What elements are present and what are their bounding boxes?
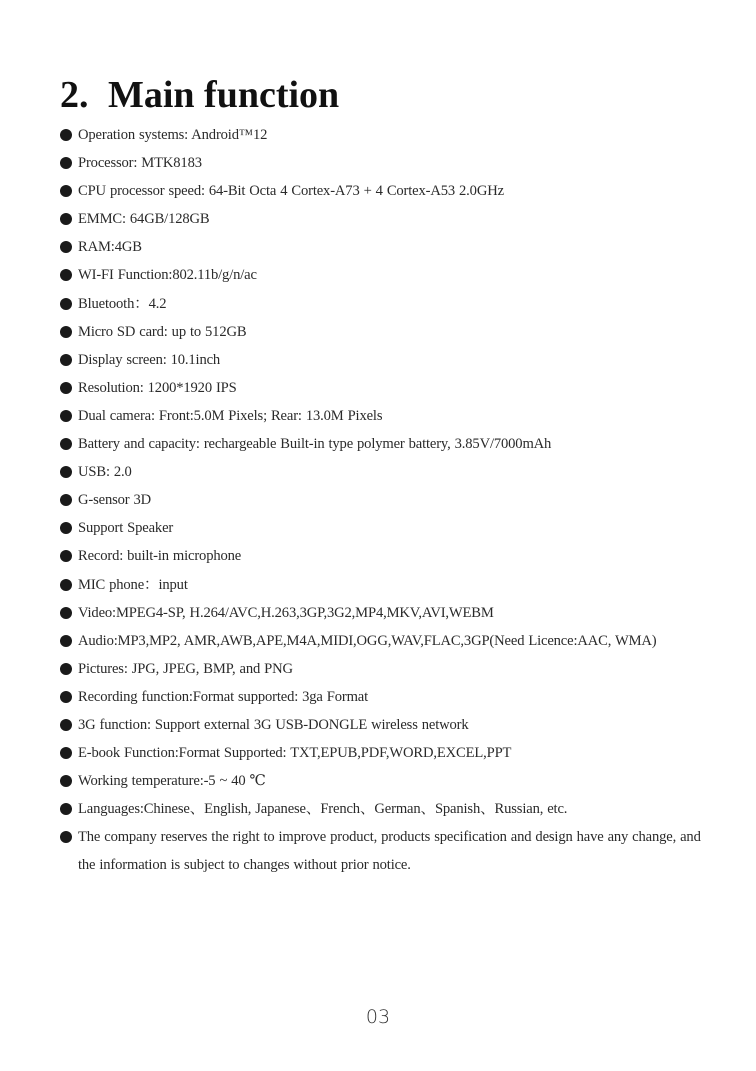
feature-text: USB: 2.0 bbox=[78, 464, 132, 481]
feature-text: Battery and capacity: rechargeable Built-in type polymer battery, 3.85V/7000mAh bbox=[78, 436, 552, 453]
feature-text: Micro SD card: up to 512GB bbox=[78, 323, 247, 340]
section-number: 2. bbox=[60, 74, 89, 116]
bullet-icon bbox=[60, 326, 72, 338]
feature-item bbox=[60, 430, 720, 458]
bullet-icon bbox=[60, 298, 72, 310]
feature-item bbox=[60, 571, 720, 599]
feature-text: Recording function:Format supported: 3ga Format bbox=[78, 688, 369, 705]
feature-item bbox=[60, 823, 720, 879]
feature-text: 3G function: Support external 3G USB-DONGLE wireless network bbox=[78, 716, 469, 733]
page-number: 03 bbox=[365, 1006, 391, 1028]
section-title: Main function bbox=[108, 74, 340, 116]
feature-text: Audio:MP3,MP2, AMR,AWB,APE,M4A,MIDI,OGG,WAV,FLAC,3GP(Need Licence:AAC, WMA) bbox=[78, 632, 657, 649]
bullet-icon bbox=[60, 831, 72, 843]
feature-item bbox=[60, 402, 720, 430]
feature-text: The company reserves the right to improve product, products specification and design have any change, and the information is subject to changes without prior notice. bbox=[78, 829, 701, 874]
bullet-icon bbox=[60, 579, 72, 591]
bullet-icon bbox=[60, 719, 72, 731]
bullet-icon bbox=[60, 466, 72, 478]
bullet-icon bbox=[60, 607, 72, 619]
feature-text: Resolution: 1200*1920 IPS bbox=[78, 379, 237, 396]
page-title bbox=[60, 72, 339, 118]
bullet-icon bbox=[60, 185, 72, 197]
feature-item bbox=[60, 514, 720, 542]
bullet-icon bbox=[60, 438, 72, 450]
feature-item bbox=[60, 233, 720, 261]
feature-text: Support Speaker bbox=[78, 520, 174, 537]
feature-item bbox=[60, 177, 720, 205]
bullet-icon bbox=[60, 635, 72, 647]
bullet-icon bbox=[60, 354, 72, 366]
bullet-icon bbox=[60, 747, 72, 759]
bullet-icon bbox=[60, 410, 72, 422]
feature-item bbox=[60, 655, 720, 683]
feature-item bbox=[60, 739, 720, 767]
feature-item bbox=[60, 767, 720, 795]
feature-item bbox=[60, 486, 720, 514]
feature-text: CPU processor speed: 64-Bit Octa 4 Cortex-A73 + 4 Cortex-A53 2.0GHz bbox=[78, 183, 504, 200]
feature-text: Languages:Chinese、English, Japanese、French、German、Spanish、Russian, etc. bbox=[78, 801, 568, 818]
feature-item bbox=[60, 205, 720, 233]
bullet-icon bbox=[60, 157, 72, 169]
feature-text: Dual camera: Front:5.0M Pixels; Rear: 13.0M Pixels bbox=[78, 407, 383, 424]
feature-item bbox=[60, 318, 720, 346]
feature-item bbox=[60, 346, 720, 374]
feature-text: Working temperature:-5 ~ 40 ℃ bbox=[78, 773, 266, 790]
feature-list bbox=[60, 121, 720, 880]
bullet-icon bbox=[60, 663, 72, 675]
feature-text: EMMC: 64GB/128GB bbox=[78, 211, 210, 228]
bullet-icon bbox=[60, 129, 72, 141]
feature-text: Display screen: 10.1inch bbox=[78, 351, 221, 368]
feature-text: WI-FI Function:802.11b/g/n/ac bbox=[78, 267, 257, 284]
bullet-icon bbox=[60, 494, 72, 506]
feature-item bbox=[60, 795, 720, 823]
feature-item bbox=[60, 121, 720, 149]
bullet-icon bbox=[60, 241, 72, 253]
feature-item bbox=[60, 458, 720, 486]
feature-text: Operation systems: Android™12 bbox=[78, 127, 268, 143]
feature-item bbox=[60, 599, 720, 627]
feature-text: RAM:4GB bbox=[78, 239, 142, 256]
bullet-icon bbox=[60, 269, 72, 281]
bullet-icon bbox=[60, 803, 72, 815]
bullet-icon bbox=[60, 522, 72, 534]
feature-text: Bluetooth：4.2 bbox=[78, 295, 167, 312]
feature-item bbox=[60, 627, 720, 655]
feature-item bbox=[60, 261, 720, 289]
feature-item bbox=[60, 290, 720, 318]
feature-text: Video:MPEG4-SP, H.264/AVC,H.263,3GP,3G2,MP4,MKV,AVI,WEBM bbox=[78, 604, 494, 621]
bullet-icon bbox=[60, 691, 72, 703]
feature-item bbox=[60, 149, 720, 177]
feature-item bbox=[60, 542, 720, 570]
bullet-icon bbox=[60, 382, 72, 394]
bullet-icon bbox=[60, 550, 72, 562]
bullet-icon bbox=[60, 213, 72, 225]
feature-text: Record: built-in microphone bbox=[78, 548, 242, 565]
feature-text: MIC phone：input bbox=[78, 576, 188, 593]
feature-item bbox=[60, 683, 720, 711]
feature-text: Pictures: JPG, JPEG, BMP, and PNG bbox=[78, 660, 293, 677]
feature-text: E-book Function:Format Supported: TXT,EPUB,PDF,WORD,EXCEL,PPT bbox=[78, 745, 512, 762]
bullet-icon bbox=[60, 775, 72, 787]
feature-text: G-sensor 3D bbox=[78, 492, 152, 509]
feature-item bbox=[60, 374, 720, 402]
feature-item bbox=[60, 711, 720, 739]
feature-text: Processor: MTK8183 bbox=[78, 155, 202, 172]
